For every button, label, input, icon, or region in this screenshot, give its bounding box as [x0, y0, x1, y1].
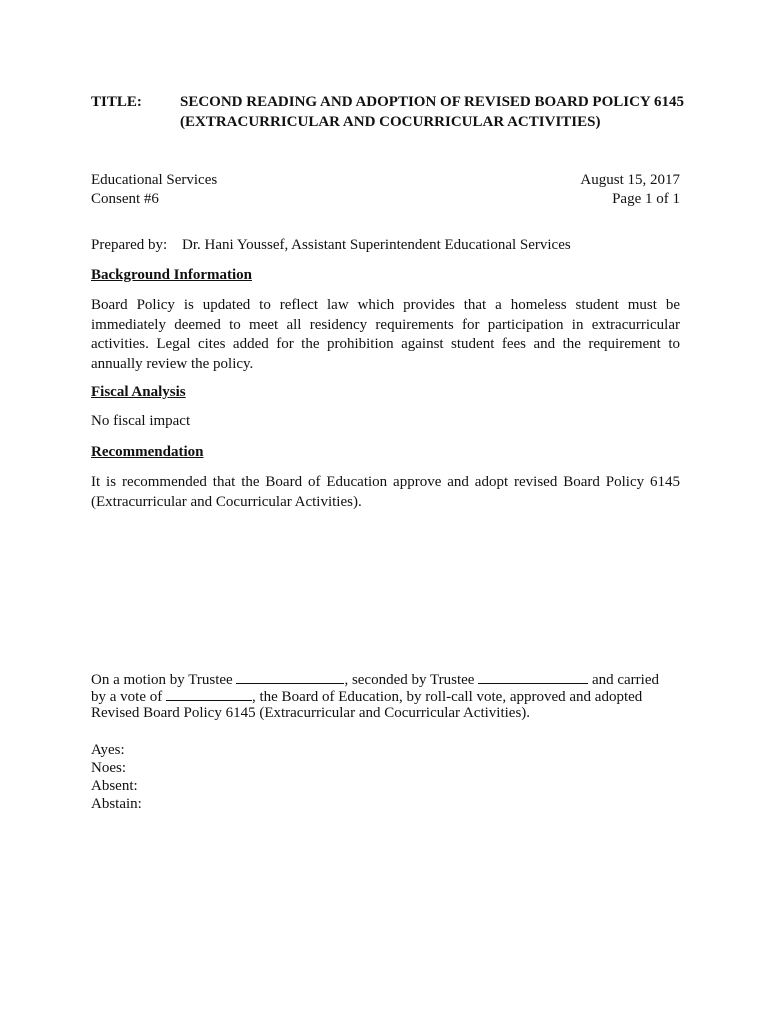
background-body: Board Policy is updated to reflect law which provides that a homeless student must be immediately deemed to meet all residency requirements for participation in extracurricular activities. Legal cites added for the prohibition against student fees and the requirement to annually review the policy. — [91, 297, 680, 372]
motion-text: , the Board of Education, by roll-call vote, approved and adopted — [251, 689, 643, 705]
motion-line-3: Revised Board Policy 6145 (Extracurricular and Cocurricular Activities). — [91, 705, 531, 721]
page-number: Page 1 of 1 — [612, 191, 680, 207]
recommendation-body: It is recommended that the Board of Education approve and adopt revised Board Policy 6145 (Extracurricular and Cocurricular Activities). — [91, 474, 680, 510]
prepared-by-name: Dr. Hani Youssef, Assistant Superintendent Educational Services — [182, 237, 571, 253]
consent-number: Consent #6 — [91, 191, 159, 207]
trustee-blank — [236, 670, 344, 684]
second-trustee-blank — [478, 670, 588, 684]
noes-label: Noes: — [91, 760, 126, 776]
prepared-by-label: Prepared by: — [91, 237, 168, 253]
motion-text: , seconded by Trustee — [344, 672, 475, 688]
motion-line-2 — [91, 687, 642, 706]
department: Educational Services — [91, 172, 218, 188]
title-line-1: SECOND READING AND ADOPTION OF REVISED BOARD POLICY 6145 — [180, 94, 684, 110]
motion-text: by a vote of — [91, 689, 163, 705]
abstain-label: Abstain: — [91, 796, 142, 812]
ayes-label: Ayes: — [91, 742, 125, 758]
background-heading: Background Information — [91, 267, 253, 283]
meeting-date: August 15, 2017 — [580, 172, 680, 188]
recommendation-heading: Recommendation — [91, 444, 204, 460]
vote-blank — [166, 687, 252, 701]
title-label: TITLE: — [91, 94, 142, 110]
fiscal-body: No fiscal impact — [91, 413, 191, 429]
absent-label: Absent: — [91, 778, 138, 794]
title-line-2: (EXTRACURRICULAR AND COCURRICULAR ACTIVITIES) — [180, 114, 601, 130]
motion-text: and carried — [591, 672, 659, 688]
motion-text: On a motion by Trustee — [91, 672, 233, 688]
fiscal-heading: Fiscal Analysis — [91, 384, 186, 400]
